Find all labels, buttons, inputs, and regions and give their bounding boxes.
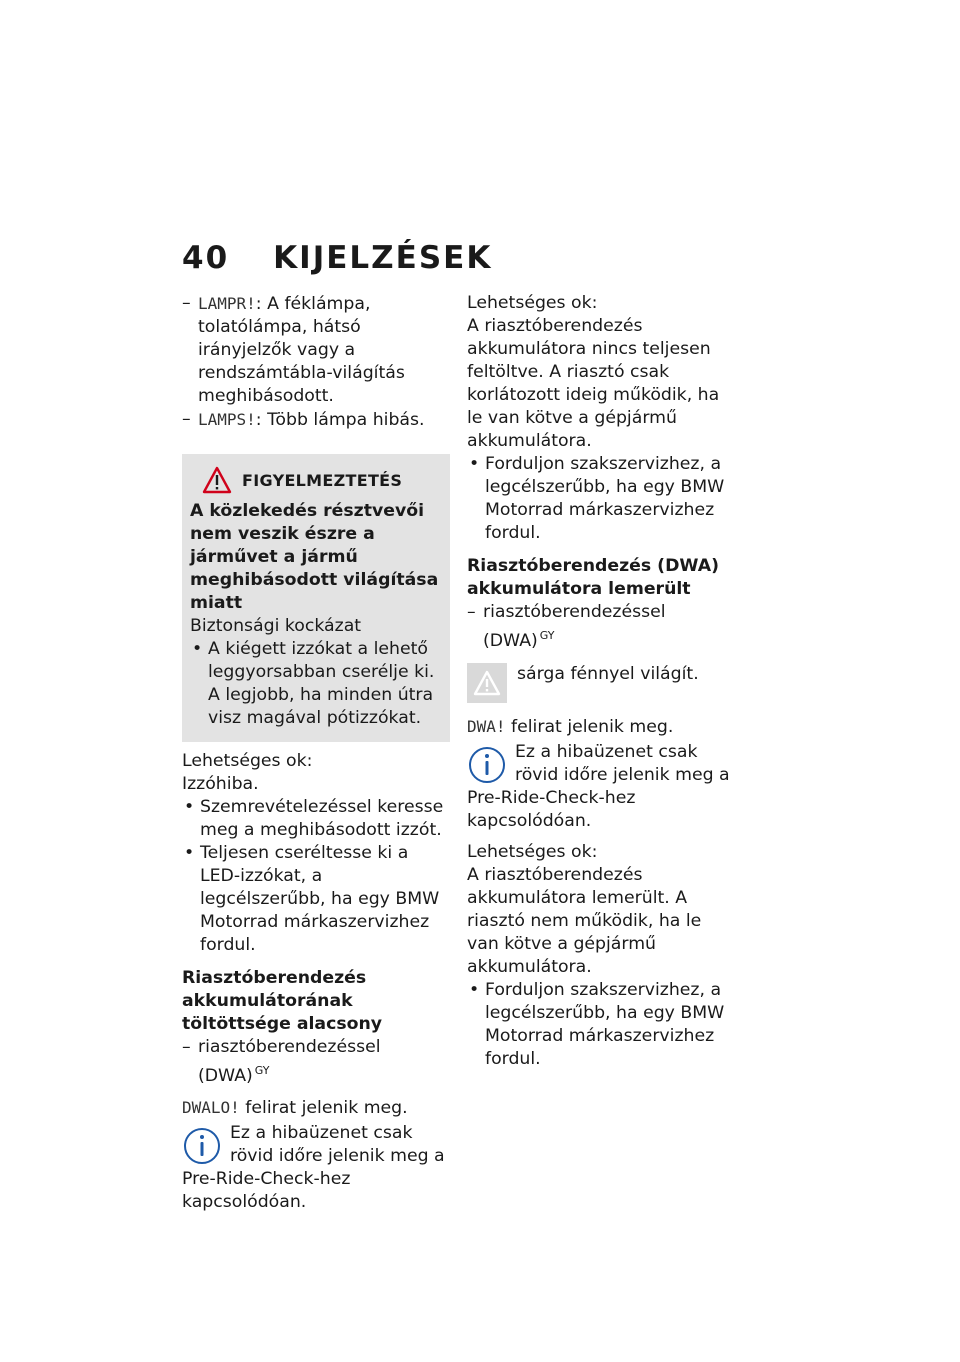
yellow-light-note (467, 663, 735, 703)
section-heading: Riasztóberendezés (DWA) akkumulátora lemerült (467, 556, 719, 599)
info-text: Ez a hibaüzenet csak rövid időre jelenik meg a Pre-Ride-Check-hez kapcsolódóan. (467, 741, 730, 831)
dwa-code: DWA! (467, 716, 506, 736)
section-heading: Riasztóberendezés akkumulátorának töltöttsége alacsony (182, 968, 383, 1034)
dwa-dash-item: – riasztóberendezéssel (DWA) $^{GY}$ (467, 601, 735, 653)
info-icon (182, 1126, 222, 1166)
dwalo-code: DWALO! (182, 1097, 240, 1117)
dwalo-line: DWALO! felirat jelenik meg. (182, 1097, 408, 1118)
possible-cause-text: A riasztóberendezés akkumulátora lemerült. A riasztó nem működik, ha le van kötve a gépjármű akkumulátora. (467, 864, 702, 977)
warning-triangle-icon (202, 466, 232, 494)
gy-superscript: GY (539, 629, 555, 642)
lampr-code: LAMPR! (198, 294, 256, 313)
warning-header (202, 466, 442, 494)
left-column (182, 292, 450, 1214)
info-note (467, 741, 735, 833)
warning-risk: Biztonsági kockázat (190, 616, 362, 636)
lamps-item: – LAMPS!: Több lámpa hibás. (182, 408, 450, 432)
page-title (182, 240, 492, 276)
possible-cause-text: A riasztóberendezés akkumulátora nincs teljesen feltöltve. A riasztó csak korlátozott ideig működik, ha le van kötve a gépjármű akkumulátora. (467, 316, 720, 451)
possible-cause-label: Lehetséges ok: (182, 751, 313, 771)
lamps-code: LAMPS! (198, 410, 256, 429)
gy-superscript: GY (254, 1064, 270, 1077)
warning-box (182, 454, 450, 742)
right-column (467, 292, 735, 1071)
info-icon (467, 745, 507, 785)
possible-cause-label: Lehetséges ok: (467, 293, 598, 313)
bullet-item: • Forduljon szakszervizhez, a legcélszerűbb, ha egy BMW Motorrad márkaszervizhez fordul. (467, 979, 735, 1071)
yellow-light-text: sárga fénnyel világít. (517, 663, 699, 684)
possible-cause-label: Lehetséges ok: (467, 841, 598, 862)
info-note (182, 1122, 450, 1214)
warning-title: FIGYELMEZTETÉS (242, 470, 403, 490)
lamps-text: Több lámpa hibás. (267, 410, 425, 430)
bullet-item: • Teljesen cseréltesse ki a LED-izzókat, a legcélszerűbb, ha egy BMW Motorrad márkaszervizhez fordul. (182, 842, 450, 957)
warning-bold-text: A közlekedés résztvevői nem veszik észre a járművet a jármű meghibásodott világítása miatt (190, 501, 439, 613)
bullet-item: • Szemrevételezéssel keresse meg a meghibásodott izzót. (182, 796, 450, 842)
dwa-line: DWA! felirat jelenik meg. (467, 716, 674, 737)
possible-cause-text: Izzóhiba. (182, 774, 259, 794)
lampr-item: – LAMPR!: A féklámpa, tolatólámpa, hátsó irányjelzők vagy a rendszámtábla-világítás meghibásodott. (182, 292, 450, 408)
bullet-item: • Forduljon szakszervizhez, a legcélszerűbb, ha egy BMW Motorrad márkaszervizhez fordul. (467, 453, 735, 545)
lampr-text: A féklámpa, tolatólámpa, hátsó irányjelzők vagy a rendszámtábla-világítás meghibásodott. (198, 294, 405, 406)
warning-bullet: • A kiégett izzókat a lehető leggyorsabban cserélje ki. A legjobb, ha minden útra visz magával pótizzókat. (190, 638, 442, 730)
page-number: 40 (182, 240, 230, 276)
warning-light-icon (467, 663, 507, 703)
info-text: Ez a hibaüzenet csak rövid időre jelenik meg a Pre-Ride-Check-hez kapcsolódóan. (182, 1122, 445, 1212)
dwa-dash-item: – riasztóberendezéssel (DWA) $^{GY}$ (182, 1036, 450, 1088)
chapter-title: KIJELZÉSEK (273, 240, 493, 276)
